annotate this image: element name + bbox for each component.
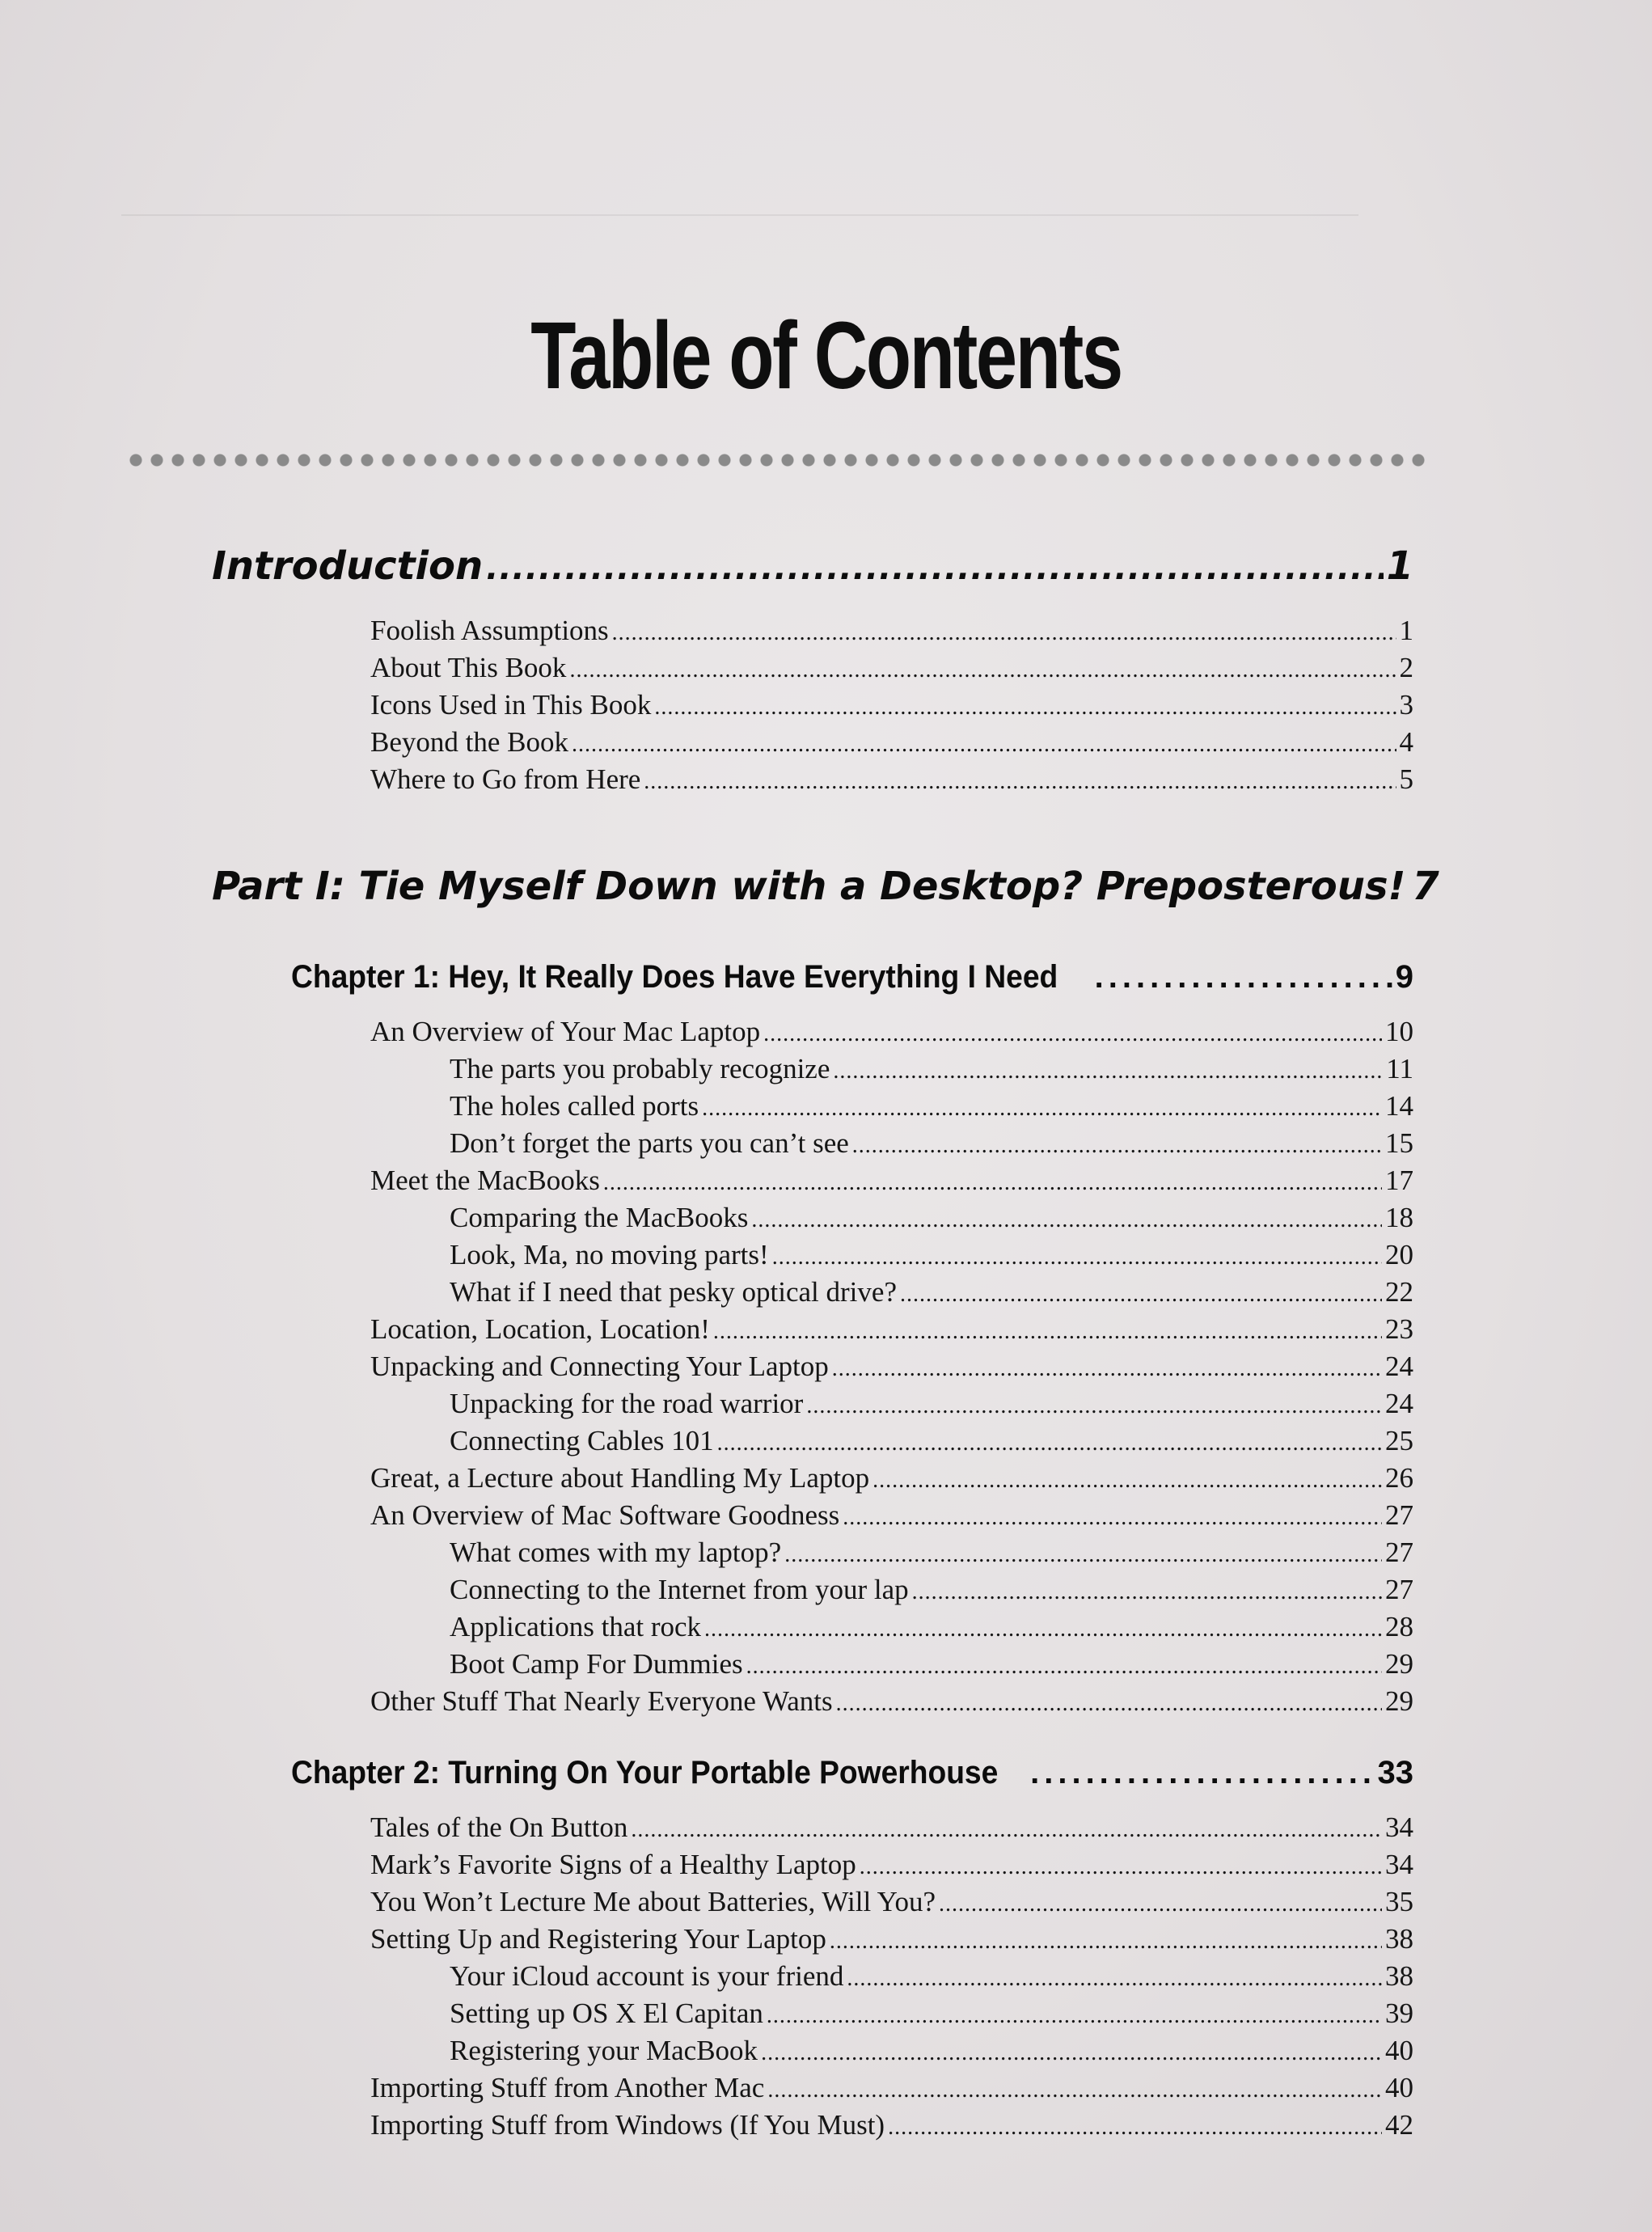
dot-leader xyxy=(603,1170,1382,1196)
toc-entry-page: 29 xyxy=(1385,1648,1413,1680)
toc-entry-label: Setting Up and Registering Your Laptop xyxy=(370,1923,826,1955)
dot-leader xyxy=(717,1431,1382,1456)
toc-entry-sub xyxy=(450,2035,1413,2067)
toc-entry-sub xyxy=(450,1127,1413,1160)
dot-leader xyxy=(939,1892,1382,1917)
dot-leader xyxy=(763,1021,1382,1047)
toc-entry-page: 9 xyxy=(1395,959,1413,995)
dot-leader xyxy=(784,1542,1382,1568)
toc-entry-sub xyxy=(450,1648,1413,1680)
dot-leader xyxy=(704,1617,1382,1642)
toc-entry-sec xyxy=(370,1313,1413,1346)
toc-entry-sub xyxy=(450,1202,1413,1234)
toc-entry-label: Icons Used in This Book xyxy=(370,689,652,721)
toc-entry-label: Comparing the MacBooks xyxy=(450,1202,749,1233)
dot-leader xyxy=(612,620,1396,646)
dot-leader xyxy=(872,1468,1382,1494)
toc-entry-label: Setting up OS X El Capitan xyxy=(450,1997,763,2029)
toc-entry-sec xyxy=(370,1685,1413,1718)
toc-entry-page: 7 xyxy=(1412,864,1439,909)
dot-leader xyxy=(860,1854,1382,1880)
dot-leader xyxy=(631,1817,1382,1843)
toc-entry-label: An Overview of Mac Software Goodness xyxy=(370,1499,840,1531)
toc-entry-label: What if I need that pesky optical drive? xyxy=(450,1276,897,1308)
toc-entry-page: 20 xyxy=(1385,1239,1413,1270)
toc-entry-sec xyxy=(370,763,1413,796)
toc-entry-sub xyxy=(450,1997,1413,2030)
toc-entry-label: Mark’s Favorite Signs of a Healthy Laptop xyxy=(370,1849,856,1880)
toc-entry-page: 27 xyxy=(1385,1574,1413,1605)
toc-entry-page: 40 xyxy=(1385,2072,1413,2103)
dot-leader xyxy=(836,1691,1382,1717)
toc-entry-sec xyxy=(370,1499,1413,1532)
toc-entry-page: 2 xyxy=(1399,652,1413,683)
dotted-divider xyxy=(125,450,1429,471)
toc-entry-label: Importing Stuff from Another Mac xyxy=(370,2072,765,2103)
dot-leader xyxy=(843,1505,1382,1531)
dot-leader xyxy=(767,2003,1382,2029)
toc-entry-page: 18 xyxy=(1385,1202,1413,1233)
dot-leader xyxy=(1030,1755,1374,1791)
dot-leader xyxy=(767,2078,1382,2103)
toc-entry-page: 25 xyxy=(1385,1425,1413,1456)
toc-entry-page: 28 xyxy=(1385,1611,1413,1642)
toc-entry-sec xyxy=(370,1849,1413,1881)
toc-entry-page: 23 xyxy=(1385,1313,1413,1345)
toc-entry-page: 1 xyxy=(1386,543,1413,589)
toc-entry-sub xyxy=(450,1239,1413,1271)
toc-entry-label: Chapter 2: Turning On Your Portable Powerhouse xyxy=(291,1755,999,1790)
toc-entry-sub xyxy=(450,1425,1413,1457)
toc-entry-label: You Won’t Lecture Me about Batteries, Will You? xyxy=(370,1886,936,1917)
toc-entry-page: 39 xyxy=(1385,1997,1413,2029)
toc-entry-sec xyxy=(370,1886,1413,1918)
dot-leader xyxy=(746,1654,1382,1680)
toc-entry-label: An Overview of Your Mac Laptop xyxy=(370,1016,761,1047)
toc-entry-page: 24 xyxy=(1385,1388,1413,1419)
toc-entry-part xyxy=(212,543,1413,589)
toc-entry-sub xyxy=(450,1388,1413,1420)
toc-entry-label: Boot Camp For Dummies xyxy=(450,1648,743,1680)
toc-entry-label: Part I: Tie Myself Down with a Desktop? Preposterous! xyxy=(212,864,1406,909)
toc-entry-sec xyxy=(370,2072,1413,2104)
toc-entry-sub xyxy=(450,1053,1413,1085)
page-title: Table of Contents xyxy=(530,302,1122,409)
toc-entry-label: Chapter 1: Hey, It Really Does Have Everything I Need xyxy=(291,959,1058,995)
dot-leader xyxy=(847,1966,1382,1992)
toc-entry-chapter xyxy=(291,1755,1413,1791)
dot-leader xyxy=(830,1929,1382,1955)
toc-entry-sec xyxy=(370,1351,1413,1383)
toc-entry-page: 34 xyxy=(1385,1849,1413,1880)
toc-entry-sub xyxy=(450,1537,1413,1569)
dot-leader xyxy=(569,657,1396,683)
toc-entry-page: 22 xyxy=(1385,1276,1413,1308)
dot-leader xyxy=(833,1059,1383,1084)
toc-entry-sec xyxy=(370,652,1413,684)
toc-entry-label: Tales of the On Button xyxy=(370,1811,628,1843)
toc-entry-sub xyxy=(450,1960,1413,1993)
toc-entry-label: The holes called ports xyxy=(450,1090,699,1122)
toc-entry-label: What comes with my laptop? xyxy=(450,1537,782,1568)
toc-entry-label: Beyond the Book xyxy=(370,726,568,758)
dot-leader xyxy=(832,1356,1382,1382)
toc-entry-sec xyxy=(370,1462,1413,1494)
toc-entry-label: Other Stuff That Nearly Everyone Wants xyxy=(370,1685,833,1717)
toc-entry-sec xyxy=(370,1811,1413,1844)
toc-entry-page: 27 xyxy=(1385,1499,1413,1531)
toc-entry-page: 35 xyxy=(1385,1886,1413,1917)
toc-entry-page: 17 xyxy=(1385,1165,1413,1196)
toc-entry-page: 26 xyxy=(1385,1462,1413,1494)
toc-entry-label: Connecting Cables 101 xyxy=(450,1425,714,1456)
toc-entry-page: 10 xyxy=(1385,1016,1413,1047)
dot-leader xyxy=(888,2115,1382,2141)
toc-entry-label: Don’t forget the parts you can’t see xyxy=(450,1127,849,1159)
dot-leader xyxy=(713,1319,1382,1345)
toc-entry-label: Foolish Assumptions xyxy=(370,615,609,646)
toc-entry-sub xyxy=(450,1574,1413,1606)
toc-entry-page: 5 xyxy=(1399,763,1413,795)
toc-entry-sec xyxy=(370,726,1413,759)
bleed-through-rule xyxy=(121,214,1358,216)
toc-entry-page: 29 xyxy=(1385,1685,1413,1717)
toc-entry-label: Your iCloud account is your friend xyxy=(450,1960,844,1992)
toc-entry-sec xyxy=(370,689,1413,721)
toc-entry-sec xyxy=(370,615,1413,647)
toc-entry-label: Unpacking for the road warrior xyxy=(450,1388,804,1419)
toc-entry-label: Great, a Lecture about Handling My Laptop xyxy=(370,1462,870,1494)
toc-entry-page: 34 xyxy=(1385,1811,1413,1843)
toc-entry-sub xyxy=(450,1611,1413,1643)
toc-entry-label: Look, Ma, no moving parts! xyxy=(450,1239,769,1270)
toc-entry-page: 3 xyxy=(1399,689,1413,721)
dot-leader xyxy=(751,1207,1382,1233)
dot-leader xyxy=(572,732,1396,758)
toc-entry-part xyxy=(212,864,1439,909)
toc-entry-page: 38 xyxy=(1385,1923,1413,1955)
toc-entry-label: Location, Location, Location! xyxy=(370,1313,710,1345)
dot-leader xyxy=(852,1133,1382,1159)
toc-entry-page: 40 xyxy=(1385,2035,1413,2066)
toc-entry-sec xyxy=(370,1016,1413,1048)
toc-entry-sub xyxy=(450,1276,1413,1308)
toc-entry-page: 42 xyxy=(1385,2109,1413,2141)
toc-entry-page: 15 xyxy=(1385,1127,1413,1159)
dot-leader xyxy=(761,2040,1382,2066)
toc-entry-label: Where to Go from Here xyxy=(370,763,641,795)
toc-entry-sec xyxy=(370,1165,1413,1197)
toc-entry-label: Registering your MacBook xyxy=(450,2035,758,2066)
toc-entry-sub xyxy=(450,1090,1413,1122)
dot-leader xyxy=(1095,959,1392,996)
dot-leader xyxy=(644,769,1396,795)
toc-entry-page: 14 xyxy=(1385,1090,1413,1122)
toc-entry-label: Importing Stuff from Windows (If You Must) xyxy=(370,2109,885,2141)
dot-leader xyxy=(654,695,1396,721)
toc-entry-page: 33 xyxy=(1377,1755,1413,1790)
toc-entry-label: Applications that rock xyxy=(450,1611,702,1642)
toc-entry-page: 1 xyxy=(1399,615,1413,646)
toc-entry-page: 27 xyxy=(1385,1537,1413,1568)
toc-entry-label: The parts you probably recognize xyxy=(450,1053,830,1084)
toc-entry-sec xyxy=(370,1923,1413,1955)
toc-entry-page: 11 xyxy=(1386,1053,1413,1084)
toc-entry-label: About This Book xyxy=(370,652,567,683)
toc-entry-label: Introduction xyxy=(212,543,484,589)
toc-entry-sec xyxy=(370,2109,1413,2141)
dot-leader xyxy=(702,1096,1382,1122)
toc-entry-page: 38 xyxy=(1385,1960,1413,1992)
dot-leader xyxy=(772,1245,1382,1270)
dot-leader xyxy=(806,1393,1382,1419)
dot-leader xyxy=(900,1282,1382,1308)
dot-leader xyxy=(486,550,1383,587)
toc-entry-label: Meet the MacBooks xyxy=(370,1165,600,1196)
dot-leader xyxy=(912,1579,1382,1605)
toc-entry-page: 4 xyxy=(1399,726,1413,758)
toc-entry-label: Connecting to the Internet from your lap xyxy=(450,1574,909,1605)
toc-entry-label: Unpacking and Connecting Your Laptop xyxy=(370,1351,829,1382)
toc-entry-page: 24 xyxy=(1385,1351,1413,1382)
toc-entry-chapter xyxy=(291,959,1413,996)
